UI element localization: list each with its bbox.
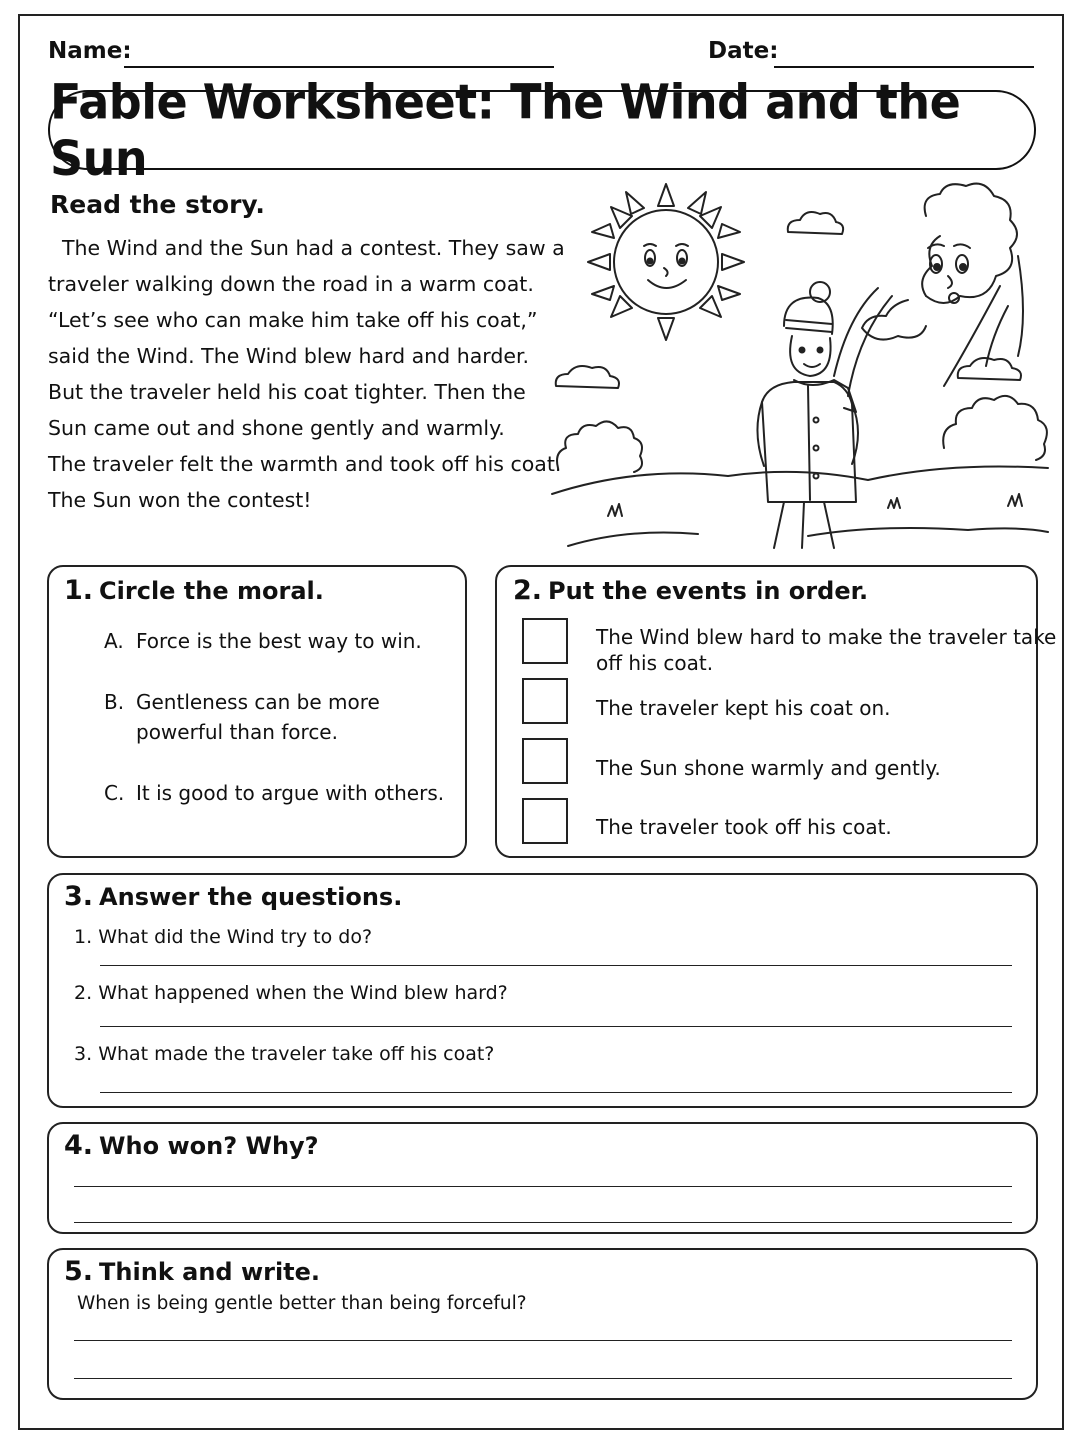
moral-option-b[interactable]: B. Gentleness can be more powerful than force. <box>104 690 380 744</box>
section-3-heading: 3. Answer the questions. <box>64 881 403 912</box>
wind-icon <box>834 184 1023 396</box>
event-text: The traveler kept his coat on. <box>596 696 891 720</box>
answer-line[interactable] <box>74 1378 1012 1379</box>
story-line: The Wind and the Sun had a contest. They saw a <box>62 236 565 260</box>
moral-option-c[interactable]: C. It is good to argue with others. <box>104 781 445 805</box>
event-text: The Sun shone warmly and gently. <box>596 756 941 780</box>
section-2-heading: 2. Put the events in order. <box>513 575 869 606</box>
question: 1. What did the Wind try to do? <box>74 926 373 948</box>
page-title: Fable Worksheet: The Wind and the Sun <box>50 73 961 187</box>
order-box[interactable] <box>522 738 568 784</box>
story-line: The Sun won the contest! <box>48 488 312 512</box>
question: 2. What happened when the Wind blew hard? <box>74 982 508 1004</box>
date-field[interactable] <box>774 66 1034 68</box>
story-line: said the Wind. The Wind blew hard and harder. <box>48 344 530 368</box>
answer-line[interactable] <box>74 1340 1012 1341</box>
section-1-heading: 1. Circle the moral. <box>64 575 324 606</box>
story-line: traveler walking down the road in a warm coat. <box>48 272 534 296</box>
answer-line[interactable] <box>100 1026 1012 1027</box>
question: 3. What made the traveler take off his coat? <box>74 1043 495 1065</box>
name-field[interactable] <box>124 66 554 68</box>
story-text <box>48 230 565 518</box>
section-number: 1. <box>64 575 94 606</box>
story-line: Sun came out and shone gently and warmly. <box>48 416 505 440</box>
sun-icon <box>588 184 744 340</box>
moral-option-a[interactable]: A. Force is the best way to win. <box>104 629 422 653</box>
section-number: 2. <box>513 575 543 606</box>
title-banner <box>48 73 1036 187</box>
cloud-icon <box>556 366 619 388</box>
answer-line[interactable] <box>74 1186 1012 1187</box>
cloud-icon <box>788 212 843 234</box>
traveler-icon <box>757 282 858 548</box>
event-text: The Wind blew hard to make the traveler take off his coat. <box>596 625 1057 675</box>
section-5-heading: 5. Think and write. <box>64 1256 321 1287</box>
section-4-heading: 4. Who won? Why? <box>64 1130 319 1161</box>
story-line: The traveler felt the warmth and took off his coat. <box>48 452 562 476</box>
order-box[interactable] <box>522 618 568 664</box>
section-number: 5. <box>64 1256 94 1287</box>
story-heading: Read the story. <box>50 190 265 219</box>
order-box[interactable] <box>522 678 568 724</box>
answer-line[interactable] <box>74 1222 1012 1223</box>
section-number: 3. <box>64 881 94 912</box>
answer-line[interactable] <box>100 1092 1012 1093</box>
cloud-icon <box>958 358 1021 380</box>
answer-line[interactable] <box>100 965 1012 966</box>
section-number: 4. <box>64 1130 94 1161</box>
date-label: Date: <box>708 38 779 64</box>
story-line: But the traveler held his coat tighter. Then the <box>48 380 526 404</box>
bush-icon <box>943 396 1047 460</box>
writing-prompt: When is being gentle better than being forceful? <box>77 1293 527 1314</box>
story-line: “Let’s see who can make him take off his coat,” <box>48 308 538 332</box>
story-illustration <box>548 176 1054 554</box>
bush-icon <box>557 421 642 472</box>
order-box[interactable] <box>522 798 568 844</box>
event-text: The traveler took off his coat. <box>596 815 892 839</box>
name-label: Name: <box>48 38 132 64</box>
